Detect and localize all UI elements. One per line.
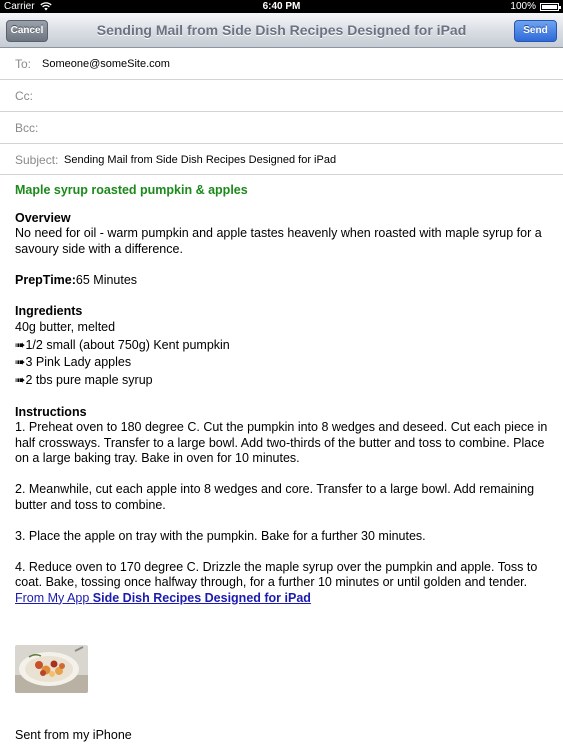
subject-label: Subject:: [15, 153, 59, 167]
subject-value[interactable]: Sending Mail from Side Dish Recipes Designed for iPad: [64, 154, 337, 166]
preptime-label: PrepTime:: [15, 272, 76, 287]
message-body[interactable]: [15, 183, 550, 606]
instruction-step: 4. Reduce oven to 170 degree C. Drizzle the maple syrup over the pumpkin and apple. Toss to coat. Bake, tossing once halfway through, for a further 10 minutes or until golden and tender.: [15, 559, 538, 589]
status-bar: [0, 0, 563, 13]
to-value[interactable]: Someone@someSite.com: [42, 58, 170, 70]
instruction-step: 1. Preheat oven to 180 degree C. Cut the pumpkin into 8 wedges and deseed. Cut each piece in half crossways. Transfer to a large bowl. Add two-thirds of the butter and toss to combine. Place on a large baking tray. Bake in oven for 10 minutes.: [15, 420, 548, 465]
ingredient-item: ➠1/2 small (about 750g) Kent pumpkin: [15, 337, 230, 352]
ingredient-item: 40g butter, melted: [15, 320, 116, 334]
preptime-value: 65 Minutes: [75, 272, 138, 287]
clock: 6:40 PM: [262, 1, 301, 12]
send-button[interactable]: Send: [514, 20, 557, 42]
app-link-name: Side Dish Recipes Designed for iPad: [92, 590, 311, 605]
ingredient-item: ➠2 tbs pure maple syrup: [15, 372, 153, 387]
app-link-prefix: From My App: [15, 590, 93, 605]
instructions-heading: Instructions: [15, 404, 87, 419]
signature: Sent from my iPhone: [15, 728, 132, 742]
cancel-button[interactable]: Cancel: [6, 20, 48, 42]
recipe-photo[interactable]: [15, 645, 88, 693]
bcc-field[interactable]: [0, 112, 563, 144]
ingredients-list: [15, 319, 550, 389]
instruction-step: 3. Place the apple on tray with the pumpkin. Bake for a further 30 minutes.: [15, 528, 426, 543]
compose-title: Sending Mail from Side Dish Recipes Designed for iPad: [96, 22, 467, 38]
carrier-label: Carrier: [4, 1, 35, 12]
subject-field[interactable]: [0, 144, 563, 175]
preptime: [15, 273, 550, 289]
ingredient-item: ➠3 Pink Lady apples: [15, 355, 132, 369]
overview-text: No need for oil - warm pumpkin and apple tastes heavenly when roasted with maple syrup for a savoury side with a difference.: [15, 226, 542, 256]
bcc-label: Bcc:: [15, 121, 39, 135]
app-link[interactable]: [15, 591, 550, 607]
overview-heading: Overview: [15, 210, 71, 225]
app-link-text[interactable]: [15, 591, 311, 605]
ingredients-heading: Ingredients: [15, 303, 83, 318]
to-field[interactable]: [0, 48, 563, 80]
cc-label: Cc:: [15, 89, 33, 103]
recipe-title: Maple syrup roasted pumpkin & apples: [15, 183, 248, 197]
instruction-step: 2. Meanwhile, cut each apple into 8 wedges and core. Transfer to a large bowl. Add remaining butter and toss to combine.: [15, 482, 535, 512]
battery-percent: 100%: [510, 1, 536, 12]
cc-field[interactable]: [0, 80, 563, 112]
compose-nav-bar: [0, 13, 563, 48]
to-label: To:: [15, 57, 32, 71]
battery-icon: [540, 3, 559, 11]
